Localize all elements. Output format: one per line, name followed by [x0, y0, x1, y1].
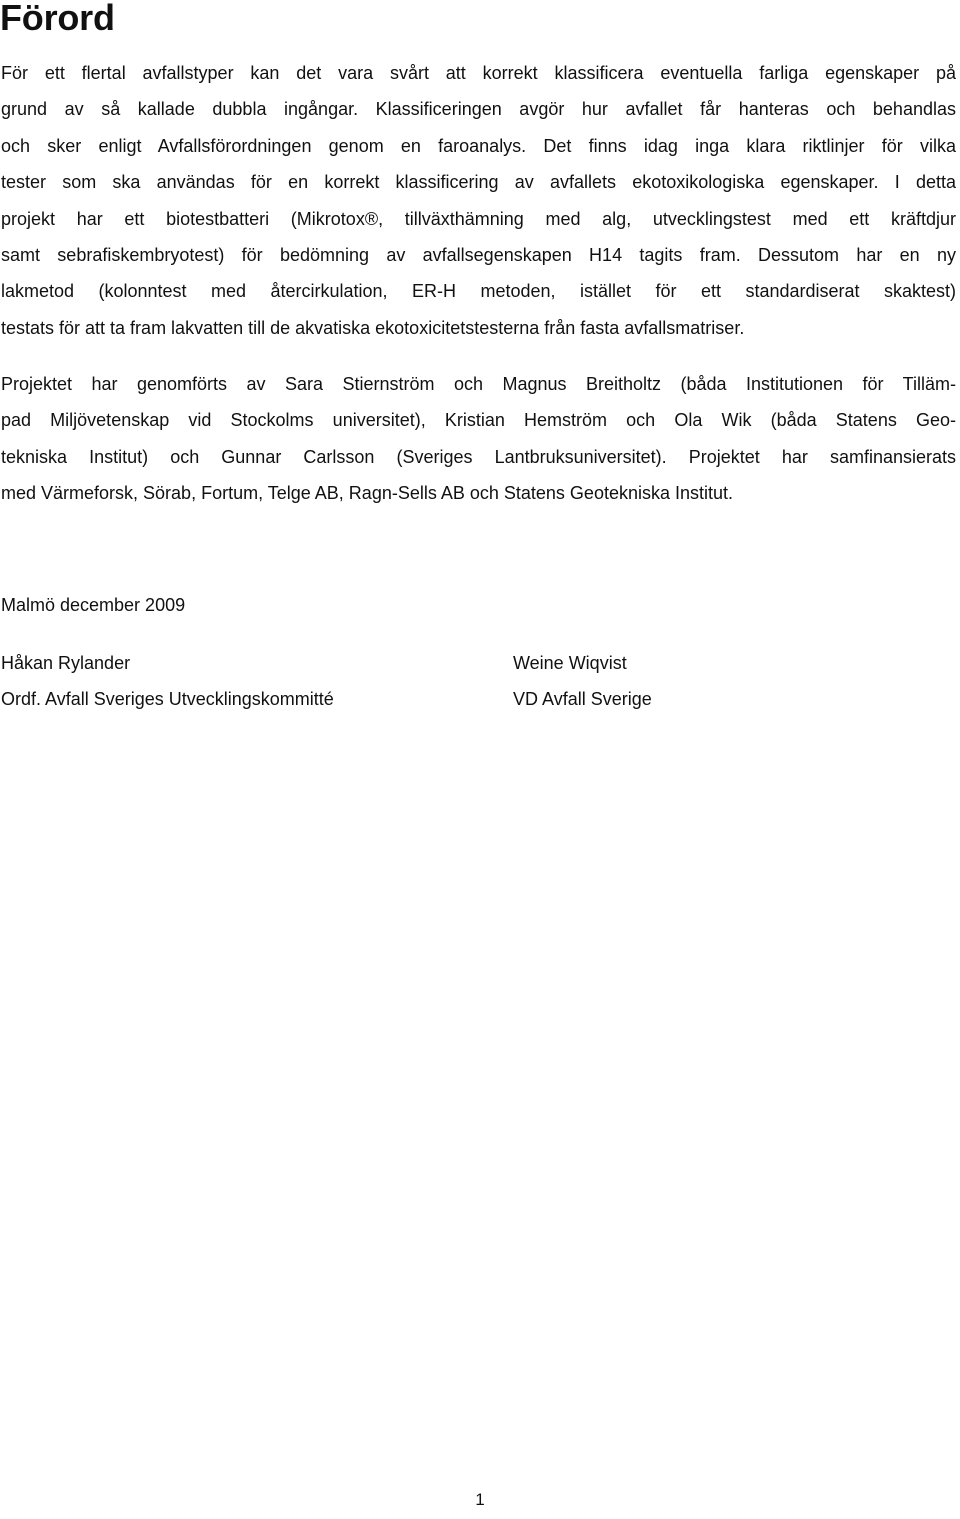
signatory-right-name: Weine Wiqvist — [513, 653, 627, 673]
paragraph-foreword-intro — [1, 55, 956, 346]
paragraph-line: testats för att ta fram lakvatten till de akvatiska ekotoxicitetstesterna från fasta avfallsmatriser. — [1, 317, 745, 338]
paragraph-line: tester som ska användas för en korrekt klassificering av avfallets ekotoxikologiska egenskaper. I detta — [1, 172, 956, 193]
signatory-right-title: VD Avfall Sverige — [513, 689, 652, 709]
paragraph-line: tekniska Institut) och Gunnar Carlsson (Sveriges Lantbruksuniversitet). Projektet har samfinansierats — [1, 446, 956, 467]
paragraph-line: projekt har ett biotestbatteri (Mikrotox®, tillväxthämning med alg, utvecklingstest med ett kräftdjur — [1, 208, 956, 229]
paragraph-line: För ett flertal avfallstyper kan det vara svårt att korrekt klassificera eventuella farliga egenskaper på — [1, 63, 956, 83]
paragraph-line: pad Miljövetenskap vid Stockolms universitet), Kristian Hemström och Ola Wik (båda Statens Geo- — [1, 410, 956, 431]
paragraph-line: lakmetod (kolonntest med återcirkulation, ER-H metoden, istället för ett standardiserat skaktest) — [1, 281, 956, 302]
signatory-left-title: Ordf. Avfall Sveriges Utvecklingskommitté — [1, 689, 334, 709]
paragraph-line: och sker enligt Avfallsförordningen genom en faroanalys. Det finns idag inga klara riktlinjer för vilka — [1, 135, 956, 156]
paragraph-line: Projektet har genomförts av Sara Stiernström och Magnus Breitholtz (båda Institutionen för Tilläm- — [1, 374, 956, 394]
page-title: Förord — [0, 0, 115, 38]
paragraph-line: grund av så kallade dubbla ingångar. Klassificeringen avgör hur avfallet får hanteras och behandlas — [1, 99, 956, 120]
page-number: 1 — [475, 1490, 485, 1509]
signatory-left-name: Håkan Rylander — [1, 653, 131, 673]
place-date: Malmö december 2009 — [1, 595, 186, 615]
paragraph-line: samt sebrafiskembryotest) för bedömning av avfallsegenskapen H14 tagits fram. Dessutom har en ny — [1, 245, 956, 266]
paragraph-project-credits — [1, 366, 956, 512]
paragraph-line: med Värmeforsk, Sörab, Fortum, Telge AB, Ragn-Sells AB och Statens Geotekniska Institut. — [1, 483, 734, 504]
